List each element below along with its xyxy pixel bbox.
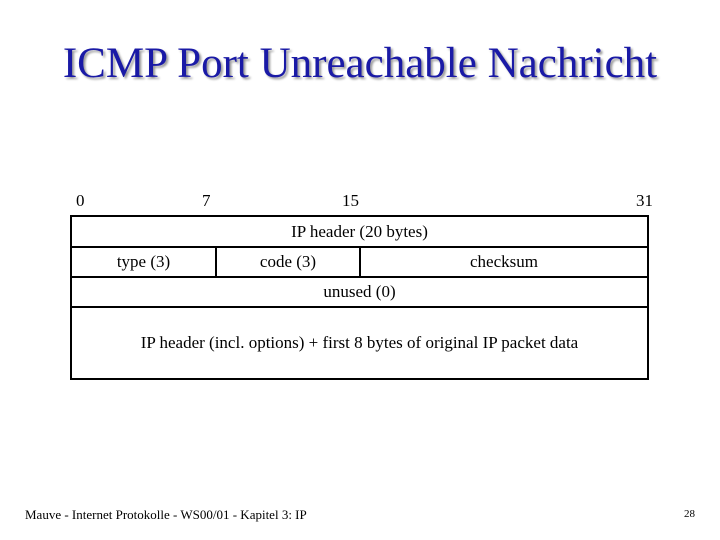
- type-code-checksum-row: [72, 248, 647, 278]
- unused-field: unused (0): [323, 282, 396, 301]
- slide-title: ICMP Port Unreachable Nachricht: [62, 40, 658, 87]
- ip-header-row: [72, 217, 647, 248]
- icmp-packet-diagram: [70, 215, 649, 380]
- footer-text: Mauve - Internet Protokolle - WS00/01 - Kapitel 3: IP: [25, 507, 307, 522]
- original-data-row: [72, 308, 647, 378]
- unused-row: [72, 278, 647, 308]
- bit-label-15: 15: [342, 191, 359, 210]
- ip-header-field: IP header (20 bytes): [291, 221, 428, 241]
- bit-label-0: 0: [76, 191, 85, 210]
- type-field: type (3): [72, 248, 217, 276]
- code-field: code (3): [217, 248, 361, 276]
- page-number: 28: [684, 508, 695, 520]
- original-data-field: IP header (incl. options) + first 8 bytes of original IP packet data: [140, 333, 579, 352]
- bit-label-7: 7: [202, 191, 211, 210]
- checksum-field: checksum: [470, 252, 538, 271]
- bit-label-31: 31: [636, 191, 653, 210]
